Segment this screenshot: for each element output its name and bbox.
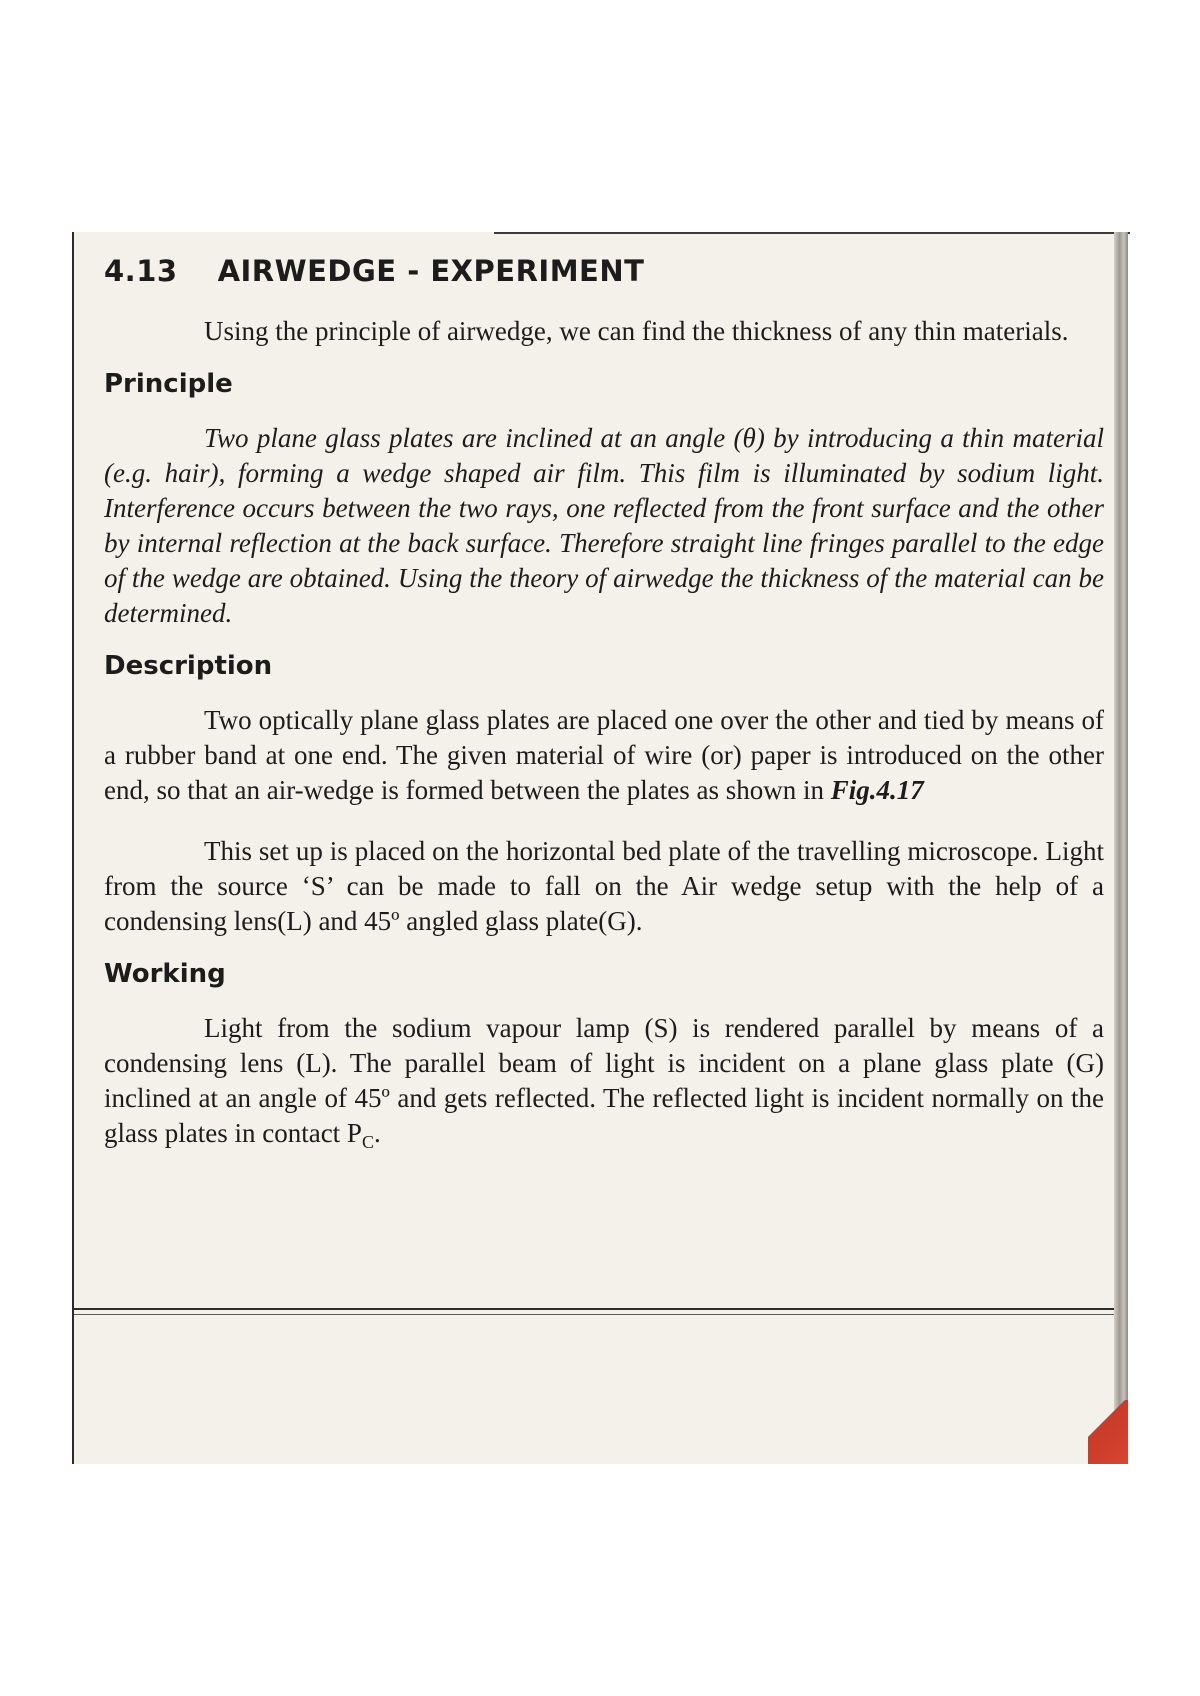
principle-heading: Principle (104, 369, 233, 399)
description-text: Two optically plane glass plates are placed one over the other and tied by means of a rubber band at one end. The given material of wire (or) paper is introduced on the other end, so that an air-wedge is formed between the plates as shown in (104, 705, 1104, 805)
description-heading: Description (104, 651, 273, 681)
section-number: 4.13 (104, 254, 178, 288)
intro-paragraph: Using the principle of airwedge, we can find the thickness of any thin materials. (204, 316, 1069, 346)
contact-subscript: C (361, 1132, 374, 1152)
working-end: . (373, 1118, 381, 1148)
principle-paragraph: Two plane glass plates are inclined at an angle (θ) by introducing a thin material (e.g. hair), forming a wedge shaped air film. This film is illuminated by sodium light. Interference occurs between the two rays, one reflected from the front surface and the other by internal reflection at the back surface. Therefore straight line fringes parallel to the edge of the wedge are obtained. Using the theory of airwedge the thickness of the material can be determined. (104, 423, 1104, 628)
working-heading: Working (104, 959, 226, 989)
working-text: Light from the sodium vapour lamp (S) is rendered parallel by means of a condensing lens (L). The parallel beam of light is incident on a plane glass plate (G) inclined at an angle of 45º and gets reflected. The reflected light is incident normally on the glass plates in contact P (104, 1013, 1104, 1148)
section-heading (104, 254, 1104, 288)
page-content (104, 254, 1104, 1160)
working-paragraph (104, 1011, 1104, 1160)
figure-reference: Fig.4.17 (830, 775, 924, 805)
description-paragraph-2: This set up is placed on the horizontal bed plate of the travelling microscope. Light from the source ‘S’ can be made to fall on the Air wedge setup with the help of a condensing lens(L) and 45º angled glass plate(G). (104, 836, 1104, 936)
page-binding-edge (1114, 232, 1128, 1464)
red-cover-corner (1088, 1400, 1128, 1464)
scanned-page (72, 232, 1128, 1464)
description-paragraph-1 (104, 703, 1104, 808)
bottom-rule (74, 1308, 1114, 1315)
section-title: AIRWEDGE - EXPERIMENT (217, 254, 645, 288)
top-rule (494, 232, 1130, 234)
